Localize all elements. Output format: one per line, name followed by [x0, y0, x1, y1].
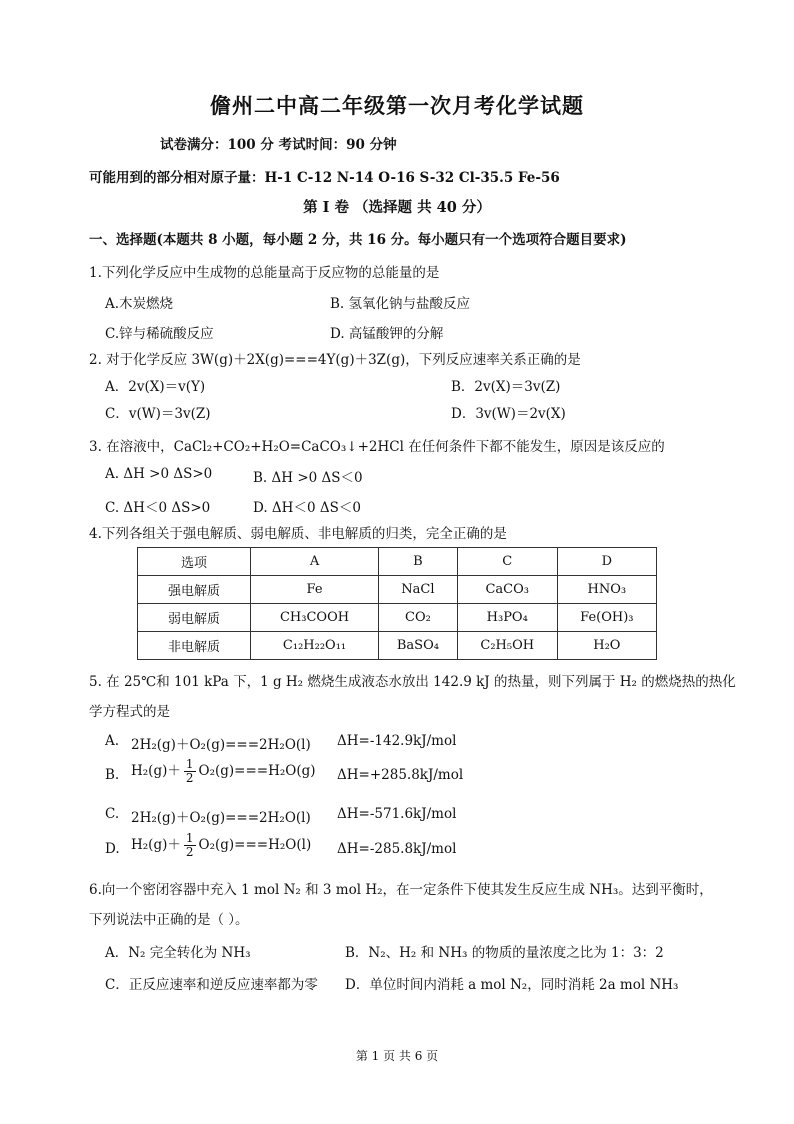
table-header-cell: B [379, 548, 458, 576]
one-half-fraction [184, 832, 196, 859]
q5-option-c-label: C. [105, 806, 120, 822]
table-cell: CaCO₃ [457, 576, 557, 604]
q5-option-a-enthalpy: ΔH=-142.9kJ/mol [337, 733, 457, 749]
q2-option-b: B．2v(X)＝3v(Z) [451, 379, 561, 395]
table-cell: 强电解质 [138, 576, 251, 604]
q2-option-c: C．v(W)＝3v(Z) [105, 406, 211, 422]
q5-option-b-enthalpy: ΔH=+285.8kJ/mol [337, 767, 464, 783]
fraction-numerator: 1 [185, 757, 194, 771]
table-cell: Fe [251, 576, 379, 604]
q5-option-d-enthalpy: ΔH=-285.8kJ/mol [337, 841, 457, 857]
q1-option-c: C.锌与稀硫酸反应 [105, 326, 214, 342]
table-cell: BaSO₄ [379, 632, 458, 660]
page-footer: 第 1 页 共 6 页 [355, 1049, 439, 1063]
q5-option-b-label: B. [105, 767, 120, 783]
q5-option-d-equation [131, 832, 311, 859]
table-cell: 弱电解质 [138, 604, 251, 632]
q5-option-d-label: D. [105, 841, 120, 857]
table-header-cell: 选项 [138, 548, 251, 576]
table-cell: C₂H₅OH [457, 632, 557, 660]
q5-option-c-enthalpy: ΔH=-571.6kJ/mol [337, 806, 457, 822]
q6-option-d: D．单位时间内消耗 a mol N₂，同时消耗 2a mol NH₃ [345, 977, 679, 993]
table-cell: NaCl [379, 576, 458, 604]
q3-option-d: D. ΔH＜0 ΔS＜0 [253, 500, 361, 516]
table-header-cell: C [457, 548, 557, 576]
equation-part: H₂(g)＋ [131, 763, 181, 779]
table-row [138, 576, 657, 604]
table-header-row [138, 548, 657, 576]
q3-option-c: C. ΔH＜0 ΔS>0 [105, 500, 211, 516]
table-cell: H₂O [557, 632, 656, 660]
q5-stem-line1: 5. 在 25℃和 101 kPa 下，1 g H₂ 燃烧生成液态水放出 142.9 kJ 的热量，则下列属于 H₂ 的燃烧热的热化 [89, 674, 736, 690]
q1-option-d: D. 高锰酸钾的分解 [330, 326, 444, 342]
atomic-masses: 可能用到的部分相对原子量：H-1 C-12 N-14 O-16 S-32 Cl-35.5 Fe-56 [89, 170, 560, 186]
q1-option-a: A.木炭燃烧 [105, 296, 174, 312]
q2-option-d: D．3v(W)＝2v(X) [451, 406, 566, 422]
table-cell: C₁₂H₂₂O₁₁ [251, 632, 379, 660]
q1-stem: 1.下列化学反应中生成物的总能量高于反应物的总能量的是 [89, 265, 440, 281]
section-title: 一、选择题(本题共 8 小题，每小题 2 分，共 16 分。每小题只有一个选项符合题目要求) [89, 232, 627, 248]
table-cell: 非电解质 [138, 632, 251, 660]
equation-part: O₂(g)===H₂O(g) [198, 763, 316, 779]
volume-title: 第 I 卷 （选择题 共 40 分） [303, 199, 491, 216]
q6-stem-line1: 6.向一个密闭容器中充入 1 mol N₂ 和 3 mol H₂，在一定条件下使其发生反应生成 NH₃。达到平衡时， [89, 882, 713, 898]
equation-part: O₂(g)===H₂O(l) [198, 837, 312, 853]
q3-stem: 3. 在溶液中，CaCl₂+CO₂+H₂O=CaCO₃↓+2HCl 在任何条件下都不能发生，原因是该反应的 [89, 439, 665, 455]
q5-option-b-equation [131, 758, 316, 785]
q2-stem: 2. 对于化学反应 3W(g)＋2X(g)===4Y(g)＋3Z(g)，下列反应速率关系正确的是 [89, 352, 581, 368]
table-cell: CO₂ [379, 604, 458, 632]
q6-option-b: B．N₂、H₂ 和 NH₃ 的物质的量浓度之比为 1：3：2 [345, 945, 664, 961]
q5-option-c-equation: 2H₂(g)＋O₂(g)===2H₂O(l) [131, 810, 311, 826]
q4-stem: 4.下列各组关于强电解质、弱电解质、非电解质的归类，完全正确的是 [89, 526, 507, 542]
exam-info: 试卷满分：100 分 考试时间：90 分钟 [160, 137, 397, 153]
table-cell: HNO₃ [557, 576, 656, 604]
table-row [138, 604, 657, 632]
page-title: 儋州二中高二年级第一次月考化学试题 [210, 94, 584, 118]
q6-stem-line2: 下列说法中正确的是（ ）。 [89, 912, 249, 928]
table-row [138, 632, 657, 660]
q5-option-a-label: A. [105, 733, 120, 749]
q5-option-a-equation: 2H₂(g)＋O₂(g)===2H₂O(l) [131, 737, 311, 753]
electrolyte-table [137, 547, 657, 660]
table-header-cell: D [557, 548, 656, 576]
q6-option-c: C．正反应速率和逆反应速率都为零 [105, 977, 318, 993]
one-half-fraction [184, 758, 196, 785]
q5-stem-line2: 学方程式的是 [89, 704, 170, 720]
table-cell: Fe(OH)₃ [557, 604, 656, 632]
q2-option-a: A．2v(X)＝v(Y) [105, 379, 206, 395]
fraction-denominator: 2 [185, 845, 194, 859]
table-header-cell: A [251, 548, 379, 576]
q3-option-b: B. ΔH >0 ΔS＜0 [253, 470, 363, 486]
q6-option-a: A．N₂ 完全转化为 NH₃ [105, 945, 251, 961]
q3-option-a: A. ΔH >0 ΔS>0 [105, 466, 213, 482]
table-cell: CH₃COOH [251, 604, 379, 632]
fraction-denominator: 2 [185, 771, 194, 785]
equation-part: H₂(g)＋ [131, 837, 181, 853]
q1-option-b: B. 氢氧化钠与盐酸反应 [330, 296, 471, 312]
table-cell: H₃PO₄ [457, 604, 557, 632]
fraction-numerator: 1 [185, 831, 194, 845]
